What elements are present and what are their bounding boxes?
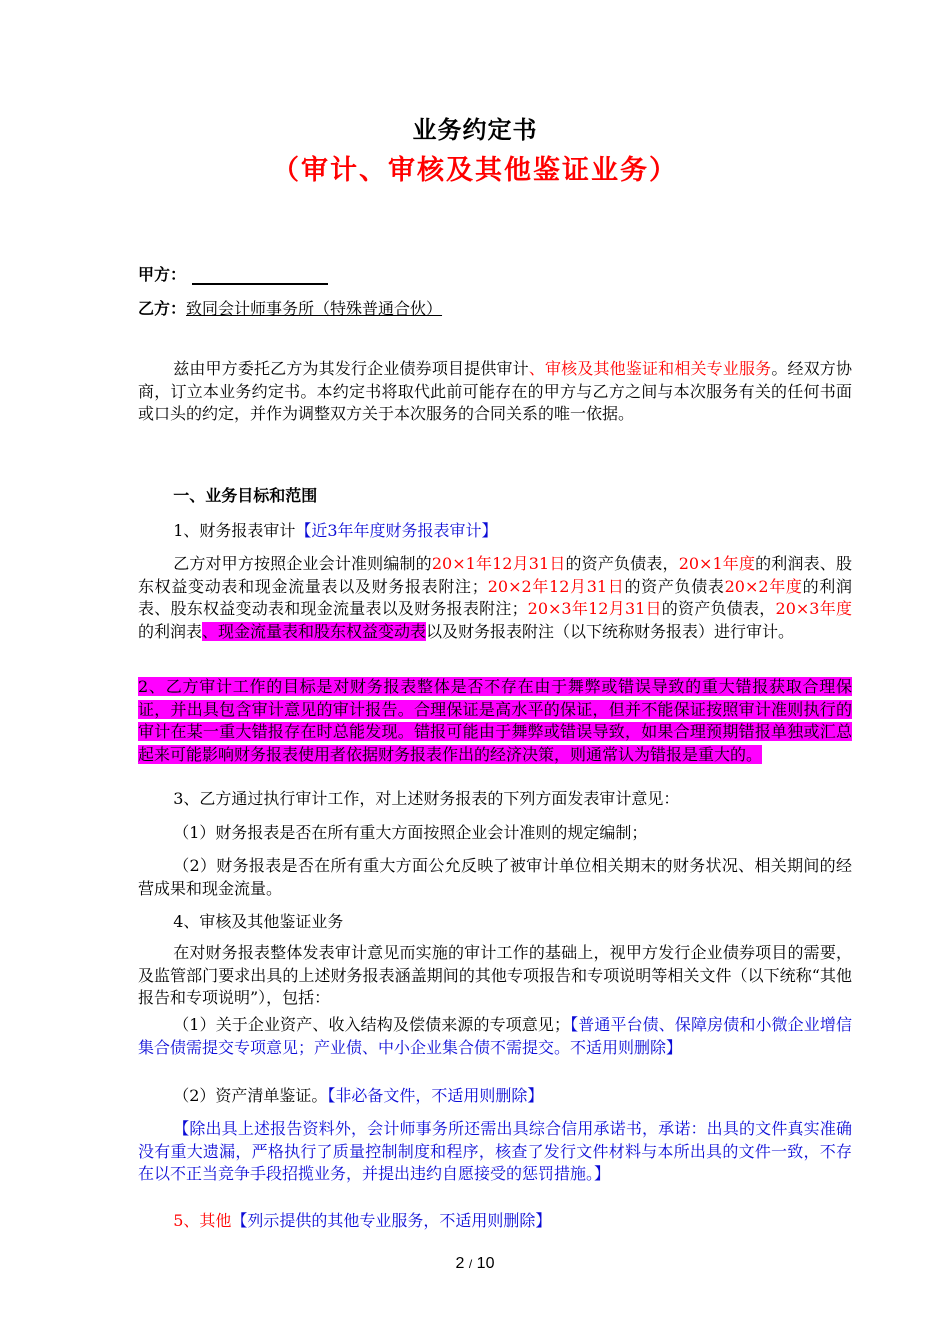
item1-heading [138,520,852,543]
item4-sub1-note: 【普通平台债、保障房债和小微企业增信集合债需提交专项意见；产业债、中小企业集合债不需提交。不适用则删除】 [138,1015,852,1057]
document-title: 业务约定书 [412,115,538,144]
item4-sub2-note: 【非必备文件，不适用则删除】 [327,1086,544,1105]
section-heading: 一、业务目标和范围 [173,486,318,505]
body-text: 乙方对甲方按照企业会计准则编制的 [173,554,432,573]
intro-part2: 、审核及其他鉴证和相关专业服务 [528,359,772,378]
magenta-highlight: 、现金流量表和股东权益变动表 [202,621,427,641]
item4-body: 在对财务报表整体发表审计意见而实施的审计工作的基础上，视甲方发行企业债券项目的需要，及监管部门要求出具的上述财务报表涵盖期间的其他专项报告和专项说明等相关文件（以下统称“其他报告和专项说明”），包括： [138,943,852,1007]
item3-paragraph: 3、乙方通过执行审计工作，对上述财务报表的下列方面发表审计意见： [173,789,680,808]
body-text: 的利润表、股东权益变动表和现金流量表以及财务报表附注； [138,554,852,596]
body-text: 的利润表、股东权益变动表和现金流量表以及财务报表附注； [138,576,852,618]
party-a-label: 甲方： [138,265,187,284]
intro-part3: 。经双方协商，订立本业务约定书。本约定书将取代此前可能存在的甲方与乙方之间与本次服务有关的任何书面或口头的约定，并作为调整双方关于本次服务的合同关系的唯一依据。 [138,359,852,423]
item2-paragraph [138,676,852,766]
body-text: 以及财务报表附注（以下统称财务报表）进行审计。 [426,621,795,641]
party-b-line [138,296,442,319]
item4-sub2-text: （2）资产清单鉴证。 [173,1086,328,1105]
year-highlight: 20×3年度 [775,599,852,618]
item1-note: 【近3年年度财务报表审计】 [295,521,498,540]
party-b-label: 乙方： [138,299,187,318]
item2-text: 2、乙方审计工作的目标是对财务报表整体是否不存在由于舞弊或错误导致的重大错报获取合理保证，并出具包含审计意见的审计报告。合理保证是高水平的保证，但并不能保证按照审计准则执行的审计在某一重大错报存在时总能发现。错报可能由于舞弊或错误导致，如果合理预期错报单独或汇总起来可能影响财务报表使用者依据财务报表作出的经济决策，则通常认为错报是重大的。 [138,677,852,764]
item4-sub1 [138,1014,852,1059]
item1-body [138,553,852,643]
commitment-note: 【除出具上述报告资料外，会计师事务所还需出具综合信用承诺书，承诺：出具的文件真实准确没有重大遗漏，严格执行了质量控制制度和程序，核查了发行文件材料与本所出具的文件一致，不存在以不正当竞争手段招揽业务，并提出违约自愿接受的惩罚措施。】 [138,1119,852,1183]
body-text: 的资产负债表， [661,599,776,618]
item3-sub2: （2）财务报表是否在所有重大方面公允反映了被审计单位相关期末的财务状况、相关期间的经营成果和现金流量。 [138,856,852,898]
item4-heading: 4、审核及其他鉴证业务 [173,912,344,931]
page-total: 10 [476,1255,495,1272]
document-subtitle: （审计、审核及其他鉴证业务） [272,155,678,186]
item5-label: 5、其他 [173,1211,232,1230]
item4-sub1-text: （1）关于企业资产、收入结构及偿债来源的专项意见； [173,1015,571,1034]
intro-paragraph [138,358,852,426]
party-b-value: 致同会计师事务所（特殊普通合伙） [186,299,443,318]
intro-part1: 兹由甲方委托乙方为其发行企业债券项目提供审计 [173,359,529,378]
item5-note: 【列示提供的其他专业服务，不适用则删除】 [231,1211,552,1230]
date-highlight: 20×1年12月31日 [431,554,566,573]
item1-label: 1、财务报表审计 [173,521,296,540]
body-text: 的利润表 [138,621,203,641]
body-text: 的资产负债表 [624,576,725,596]
page-separator: / [468,1257,473,1271]
party-a-line [138,262,328,285]
year-highlight: 20×1年度 [678,554,756,573]
page-number [0,1255,950,1273]
date-highlight: 20×3年12月31日 [527,599,662,618]
date-highlight: 20×2年12月31日 [487,576,625,596]
page-current: 2 [455,1255,465,1272]
body-text: 的资产负债表， [565,554,679,573]
item4-sub2 [138,1085,852,1108]
item5-line [138,1210,852,1233]
year-highlight: 20×2年度 [724,576,803,596]
party-a-blank[interactable] [192,265,328,285]
item3-sub1: （1）财务报表是否在所有重大方面按照企业会计准则的规定编制； [173,823,648,842]
